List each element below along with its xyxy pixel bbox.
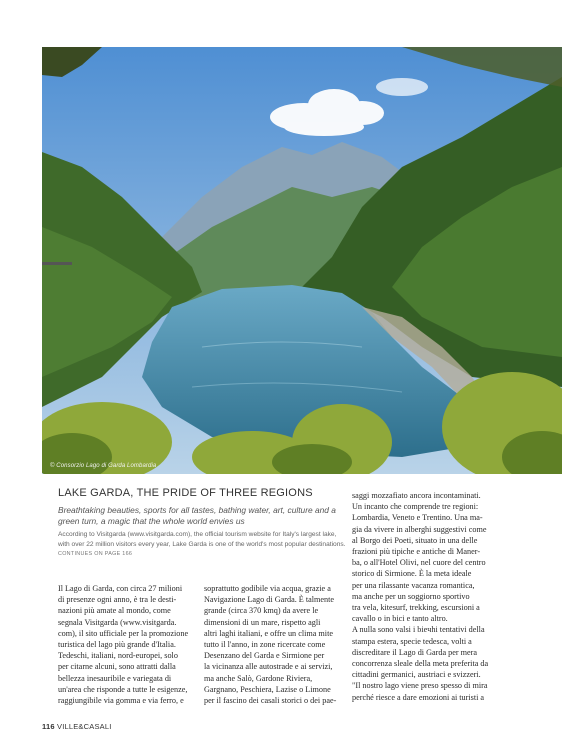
article-subhead: Breathtaking beauties, sports for all tastes, bathing water, art, culture and a green turn, a magic that the whole world envies us [58, 505, 336, 526]
photo-credit: © Consorzio Lago di Garda Lombardia [50, 463, 157, 469]
english-intro [58, 530, 348, 560]
article-headline: LAKE GARDA, THE PRIDE OF THREE REGIONS [58, 487, 313, 499]
magazine-name: VILLE&CASALI [57, 722, 112, 731]
page-footer [42, 722, 112, 731]
body-column-2: soprattutto godibile via acqua, grazie a Navigazione Lago di Garda. È talmente grande (circa 370 kmq) da avere le dimensioni di un mare, rispetto agli altri laghi italiani, e offre un clima mite tutto il l'anno, in zone ricercate come Desenzano del Garda e Sirmione per la vicinanza alle autostrade e ai servizi, ma anche Salò, Gardone Riviera, Gargnano, Peschiera, Lazise o Limone per il fascino dei casali storici o dei pae- [204, 584, 337, 706]
body-column-1: Il Lago di Garda, con circa 27 milioni di presenze ogni anno, è tra le desti- nazioni più amate al mondo, come segnala Visitgarda (www.visitgarda. com), il sito ufficiale per la promozione turistica del lago più grande d'Italia. Tedeschi, italiani, nord-europei, solo per citarne alcuni, sono attratti dalla bellezza inesauribile e variegata di un'area che risponde a tutte le esigenze, raggiungibile via gomma e via ferro, e [58, 584, 189, 706]
continues-note: CONTINUES ON PAGE 166 [58, 551, 133, 558]
lake-landscape-illustration [42, 47, 562, 474]
intro-text: According to Visitgarda (www.visitgarda.com), the official tourism website for Italy's largest lake, with over 22 million visitors every year, Lake Garda is one of the world's most popular destinations. [58, 531, 346, 548]
lake-garda-photo [42, 47, 562, 474]
page-number: 116 [42, 722, 55, 731]
body-column-3: saggi mozzafiato ancora incontaminati. Un incanto che comprende tre regioni: Lombardia, Veneto e Trentino. Una ma- gia da vivere in alberghi suggestivi come al Borgo dei Poeti, situato in una delle frazioni più tipiche e antiche di Maner- ba, o all'Hotel Olivi, nel cuore del centro storico di Sirmione. È la meta ideale per una rilassante vacanza romantica, ma anche per un soggiorno sportivo tra vela, kitesurf, trekking, escursioni a cavallo o in bici e tanto altro. A nulla sono valsi i bieчhi tentativi della stampa estera, specie tedesca, volti a discreditare il Lago di Garda per mera concorrenza sleale della meta preferita da cittadini germanici, austriaci e svizzeri. "Il nostro lago viene preso spesso di mira perché riesce a dare emozioni ai turisti a [352, 491, 489, 702]
